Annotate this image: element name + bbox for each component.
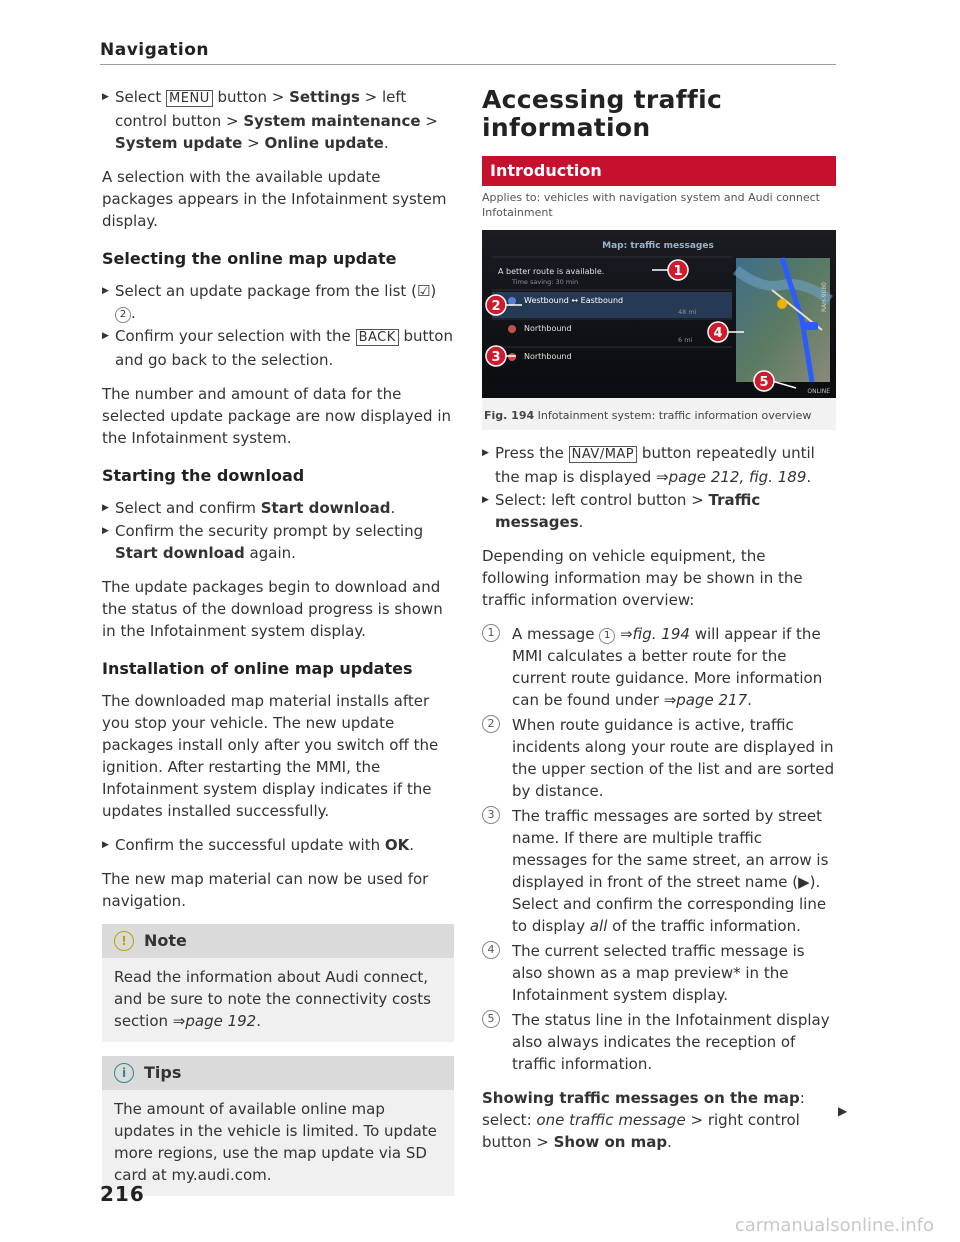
subheading: Starting the download: [102, 466, 305, 485]
step-security-prompt: ▶ Confirm the security prompt by selecting Start download again.: [102, 520, 454, 564]
right-column: [482, 86, 836, 1165]
step-confirm-back: ▶ Confirm your selection with the BACK button and go back to the selection.: [102, 325, 454, 371]
checkbox-icon: ☑: [416, 282, 431, 300]
paragraph: The update packages begin to download and the status of the download progress is shown in the Infotainment system display.: [102, 578, 443, 640]
applies-to: Applies to: vehicles with navigation system and Audi connect Infotainment: [482, 191, 820, 219]
screen-header: Map: traffic messages: [602, 241, 714, 251]
route2-text: Northbound: [524, 324, 572, 333]
route3-text: Northbound: [524, 352, 572, 361]
menu-key: MENU: [166, 90, 213, 107]
step-start-download: ▶ Select and confirm Start download.: [102, 497, 454, 519]
step-confirm-ok: ▶ Confirm the successful update with OK.: [102, 834, 454, 856]
note-body: Read the information about Audi connect, and be sure to note the connectivity costs section ⇒page 192.: [114, 968, 431, 1030]
page-number: 216: [100, 1182, 145, 1206]
nav-map-key: NAV/MAP: [569, 446, 638, 463]
svg-text:3: 3: [491, 350, 501, 365]
note-header: ! Note: [102, 924, 454, 958]
paragraph: Depending on vehicle equipment, the following information may be shown in the traffic information overview:: [482, 547, 803, 609]
figure-194: [482, 230, 836, 430]
callout-ref: 2: [115, 307, 131, 323]
callout-list: [482, 623, 836, 1075]
list-item: 4 The current selected traffic message is also shown as a map preview* in the Infotainment system display.: [482, 940, 836, 1006]
list-item: 3 The traffic messages are sorted by street name. If there are multiple traffic messages for the same street, an arrow is displayed in front of the street name (▶). Select and confirm the corresponding line to display all of the traffic information.: [482, 805, 836, 937]
tips-body: The amount of available online map updates in the vehicle is limited. To update more regions, use the map update via SD card at my.audi.com.: [114, 1100, 437, 1184]
svg-text:4: 4: [713, 326, 723, 341]
step-select-package: ▶ Select an update package from the list (☑) 2 .: [102, 280, 454, 324]
header-rule: [100, 64, 836, 65]
exclamation-icon: !: [114, 931, 134, 951]
paragraph: A selection with the available update packages appears in the Infotainment system display.: [102, 168, 447, 230]
incident-marker-icon: [777, 299, 787, 309]
subheading: Installation of online map updates: [102, 659, 413, 678]
tips-header: i Tips: [102, 1056, 454, 1090]
svg-text:2: 2: [491, 299, 501, 314]
section-title: Accessing traffic information: [482, 85, 723, 142]
back-key: BACK: [356, 329, 399, 346]
subheading: Selecting the online map update: [102, 249, 397, 268]
figure-caption: Fig. 194 Infotainment system: traffic information overview: [484, 409, 812, 422]
watermark: carmanualsonline.info: [734, 1215, 934, 1236]
list-item: 2 When route guidance is active, traffic incidents along your route are displayed in the upper section of the list and are sorted by distance.: [482, 714, 836, 802]
svg-text:1: 1: [673, 264, 683, 279]
note-box: [102, 924, 454, 1042]
continue-arrow-icon: ▶: [838, 1104, 848, 1118]
fig-code: RAH-9080: [821, 282, 828, 312]
status-text: ONLINE: [807, 388, 830, 395]
step-menu-settings: ▶ Select MENU button > Settings > left control button > System maintenance > System update > Online update.: [102, 86, 454, 154]
paragraph: The number and amount of data for the selected update package are now displayed in the Infotainment system.: [102, 385, 451, 447]
info-icon: i: [114, 1063, 134, 1083]
tips-box: [102, 1056, 454, 1196]
final-paragraph: Showing traffic messages on the map: select: one traffic message > right control button > Show on map.: [482, 1089, 805, 1151]
step-traffic-messages: ▶ Select: left control button > Traffic messages.: [482, 489, 836, 533]
svg-text:5: 5: [759, 375, 769, 390]
running-header: Navigation: [100, 40, 209, 60]
route1-text: Westbound ↔ Eastbound: [524, 296, 624, 305]
left-column: [102, 86, 454, 1196]
list-item: 5 The status line in the Infotainment display also always indicates the reception of traffic information.: [482, 1009, 836, 1075]
paragraph: The downloaded map material installs after you stop your vehicle. The new update packages install only after you switch off the ignition. After restarting the MMI, the Infotainment system display indicates if the updates installed successfully.: [102, 692, 439, 820]
step-press-navmap: ▶ Press the NAV/MAP button repeatedly until the map is displayed ⇒page 212, fig. 189.: [482, 442, 836, 488]
list-item: 1 A message 1 ⇒fig. 194 will appear if the MMI calculates a better route for the current route guidance. More information can be found under ⇒page 217.: [482, 623, 836, 711]
paragraph: The new map material can now be used for navigation.: [102, 870, 429, 910]
better-route-text: A better route is available.: [498, 267, 605, 276]
infotainment-screen: [482, 230, 836, 398]
route2-dist: 6 mi: [678, 336, 693, 344]
intro-banner: Introduction: [482, 156, 836, 186]
route1-dist: 48 mi: [678, 308, 697, 316]
time-saving-text: Time saving: 30 min: [512, 278, 579, 286]
